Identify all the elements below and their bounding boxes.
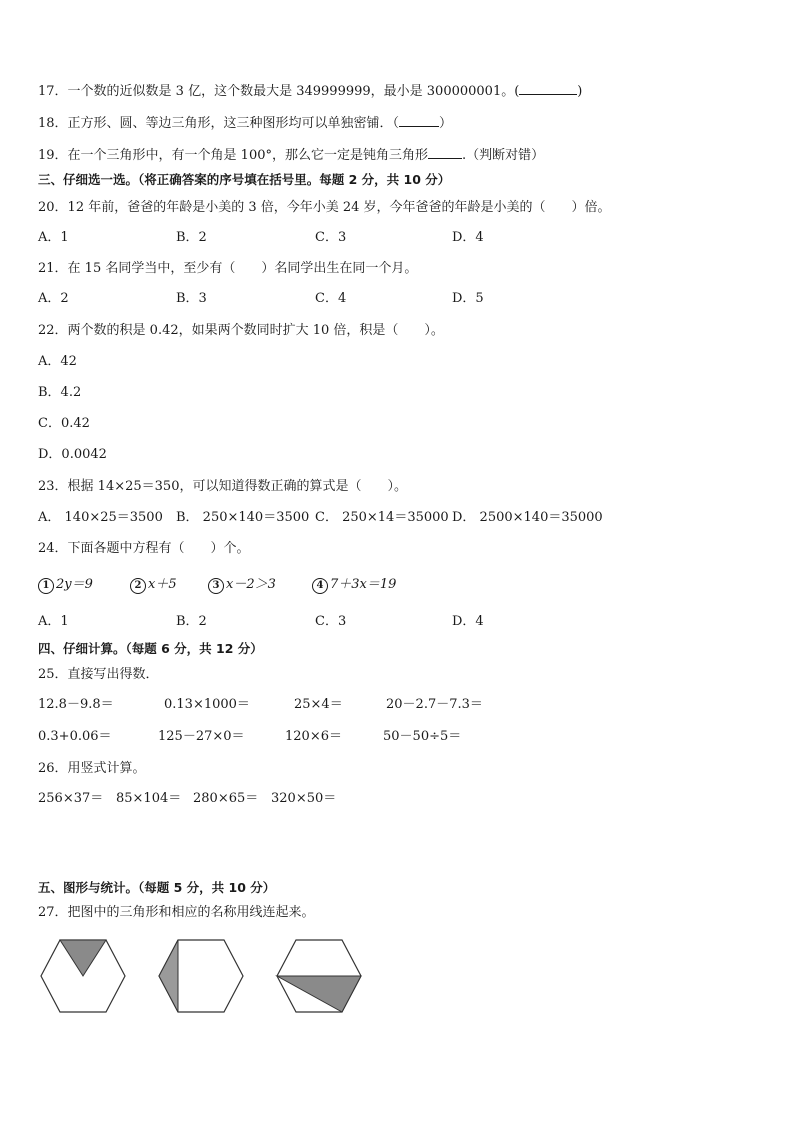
option-d[interactable]: D．0.0042	[38, 447, 107, 462]
option-b[interactable]: B．3	[176, 291, 207, 306]
question-21: 21．在 15 名同学当中，至少有（ ）名同学出生在同一个月。	[38, 261, 418, 276]
option-b[interactable]: B．2	[176, 614, 207, 629]
option-d[interactable]: D．4	[452, 230, 484, 245]
question-25: 25．直接写出得数．	[38, 667, 159, 682]
calc-item: 12.8－9.8＝	[38, 697, 114, 712]
option-b[interactable]: B．4.2	[38, 385, 82, 400]
question-18: 18．正方形、圆、等边三角形，这三种图形均可以单独密铺．（ ）	[38, 116, 453, 131]
section-4-heading: 四、仔细计算。（每题 6 分，共 12 分）	[38, 641, 263, 656]
question-26: 26．用竖式计算。	[38, 761, 146, 776]
calc-item: 0.13×1000＝	[164, 697, 250, 712]
option-d[interactable]: D．5	[452, 291, 484, 306]
option-b[interactable]: B． 250×140＝3500	[176, 510, 310, 525]
calc-item: 85×104＝	[116, 791, 182, 806]
equation-item: 1 2y＝9	[38, 576, 93, 594]
calc-item: 256×37＝	[38, 791, 104, 806]
option-c[interactable]: C．3	[315, 614, 347, 629]
option-d[interactable]: D．4	[452, 614, 484, 629]
equation-item: 2 x＋5	[130, 576, 177, 594]
question-23: 23．根据 14×25＝350，可以知道得数正确的算式是（ ）。	[38, 479, 407, 494]
option-a[interactable]: A．1	[38, 230, 69, 245]
option-c[interactable]: C．3	[315, 230, 347, 245]
equation-item: 4 7＋3x＝19	[312, 576, 396, 594]
option-a[interactable]: A．42	[38, 354, 77, 369]
calc-item: 50－50÷5＝	[383, 729, 462, 744]
option-c[interactable]: C．0.42	[38, 416, 90, 431]
hexagon-figure-2	[156, 938, 246, 1014]
question-27: 27．把图中的三角形和相应的名称用线连起来。	[38, 905, 315, 920]
answer-blank[interactable]	[519, 82, 577, 95]
section-5-heading: 五、图形与统计。（每题 5 分，共 10 分）	[38, 880, 276, 895]
calc-item: 120×6＝	[285, 729, 342, 744]
option-d[interactable]: D． 2500×140＝35000	[452, 510, 603, 525]
option-a[interactable]: A．1	[38, 614, 69, 629]
equation-item: 3 x－2＞3	[208, 576, 276, 594]
calc-item: 25×4＝	[294, 697, 343, 712]
calc-item: 320×50＝	[271, 791, 337, 806]
question-24: 24．下面各题中方程有（ ）个。	[38, 541, 250, 556]
shaded-triangle[interactable]	[159, 940, 178, 1012]
option-c[interactable]: C． 250×14＝35000	[315, 510, 449, 525]
option-a[interactable]: A．2	[38, 291, 69, 306]
option-b[interactable]: B．2	[176, 230, 207, 245]
question-20: 20．12 年前，爸爸的年龄是小美的 3 倍，今年小美 24 岁，今年爸爸的年龄是小美的（ ）倍。	[38, 200, 611, 215]
answer-blank[interactable]	[399, 114, 439, 127]
question-17: 17．一个数的近似数是 3 亿，这个数最大是 349999999，最小是 300000001。( )	[38, 84, 583, 99]
option-a[interactable]: A． 140×25＝3500	[38, 510, 163, 525]
hexagon-figure-3	[274, 938, 364, 1014]
calc-item: 20－2.7－7.3＝	[386, 697, 483, 712]
answer-blank[interactable]	[428, 146, 462, 159]
option-c[interactable]: C．4	[315, 291, 347, 306]
section-3-heading: 三、仔细选一选。（将正确答案的序号填在括号里。每题 2 分，共 10 分）	[38, 172, 451, 187]
question-22: 22．两个数的积是 0.42，如果两个数同时扩大 10 倍，积是（ ）。	[38, 323, 444, 338]
calc-item: 280×65＝	[193, 791, 259, 806]
hexagon-figure-1	[38, 938, 128, 1014]
question-19: 19．在一个三角形中，有一个角是 100°，那么它一定是钝角三角形 .（判断对错）	[38, 148, 545, 163]
calc-item: 125－27×0＝	[158, 729, 245, 744]
calc-item: 0.3+0.06＝	[38, 729, 112, 744]
